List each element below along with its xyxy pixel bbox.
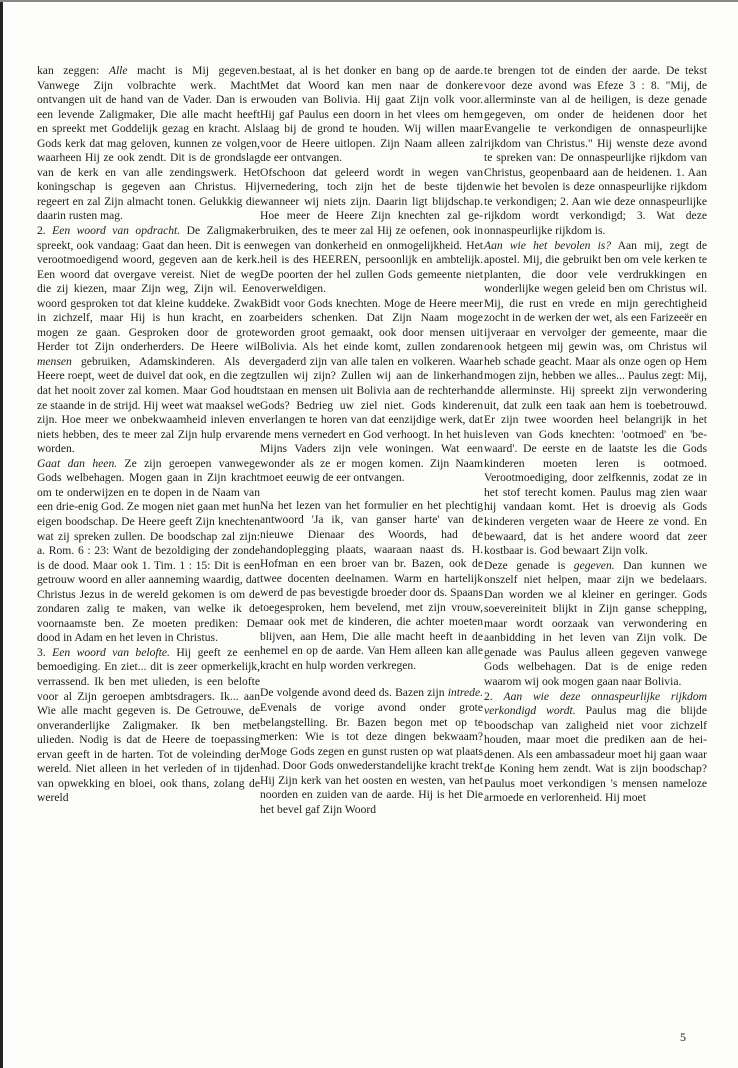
text-run: De Zaligmaker spreekt, ook vandaag: Gaat dan heen. Dit is een verootmoedigend woord, gegeven aan de kerk. Een woord dat overgave vereist. Niet de weg die zij kiezen, maar Zijn weg, Zijn wil. Een woord gesproken tot dat kleine kuddeke. Zwak in zichzelf, maar Hij is hun kracht, en zo mogen ze gaan. Gesproken door de grote Herder tot Zijn onderherders. De Heere wil bbox=[37, 224, 261, 354]
text-run: Dan kunnen we onszelf niet helpen, maar zijn we bedelaars. Dan worden we al kleiner en geringer. Gods soevereiniteit blijkt in Zijn ganse schepping, maar wordt oorzaak van verwondering en aanbidding in het leven van Zijn volk. De genade was Paulus alleen gegeven vanwege Gods welbehagen. Dat is de enige reden waarom wij ook mogen gaan naar Bolivia. bbox=[484, 558, 707, 688]
paragraph bbox=[37, 646, 260, 806]
text-column-2 bbox=[260, 64, 483, 817]
paragraph bbox=[260, 686, 483, 817]
text-run: te brengen tot de einden der aarde. De tekst voor deze avond was Efeze 3 : 8. "Mij, de allerminste van al de heiligen, is deze genade gegeven, om onder de heidenen door het Evangelie te verkondigen de onnaspeurlijke rijkdom van Christus." Hij wenste deze avond te spreken van: De onnaspeurlijke rijkdom van Christus, geopenbaard aan de heidenen. 1. Aan wie het bevolen is deze onnaspeurlijke rijkdom te verkondigen; 2. Aan wie deze onnaspeurlijke rijkdom wordt verkondigd; 3. Wat deze onnaspeurlijke rijkdom is. bbox=[484, 64, 707, 238]
italic-run: Een woord van belofte. bbox=[52, 645, 170, 659]
text-run: macht is Mij gegeven. Vanwege Zijn volbrachte werk. Macht ontvangen uit de hand van de Vader. Dan is er een levende Zaligmaker, Die alle macht heeft en spreekt met Goddelijk gezag en kracht. Als Gods kerk dat mag geloven, kunnen ze volgen, waarheen Hij ze ook zendt. Dit is de grondslag van de kerk en van alle zendingswerk. Het koningschap is gegeven aan Christus. Hij regeert en zal Zijn almacht tonen. Gelukkig die daarin rusten mag. bbox=[37, 64, 260, 223]
text-run: kan zeggen: bbox=[37, 64, 109, 77]
text-run: Deze genade is bbox=[484, 558, 574, 572]
text-run: Hij geeft ze een bemoediging. En ziet... dit is zeer opmerkelijk, verrassend. Ik ben met ulieden, is een belofte voor al Zijn geroepen ambtsdragers. Ik... aan Wie alle macht gegeven is. De Getrouwe, de onveranderlijke Zaligmaker. Ik ben met ulieden. Nodig is dat de Heere de toepassing ervan geeft in de harten. Tot de voleinding der wereld. Niet alleen in het verleden of in tijden van opwekking en bloei, ook thans, zolang de wereld bbox=[37, 645, 260, 805]
page-edge-shadow bbox=[0, 0, 3, 1068]
text-run: 2. bbox=[37, 224, 53, 238]
text-run: Bidt voor Gods knechten. Moge de Heere meer arbeiders schenken. Dat Zijn Naam moge worden groot gemaakt, ook door mensen uit Bolivia. Als het einde komt, zullen zondaren vergaderd zijn van alle talen en volkeren. Waar zullen wij zijn? Zullen wij aan de linkerhand staan en mensen uit Bolivia aan de rechterhand Gods? Bedrieg uw ziel niet. Gods kinderen verlangen te horen van dat eenzijdige werk, dat de mens vernedert en God verhoogt. In het huis Mijns Vaders zijn vele woningen. Wat een wonder als ze er mogen komen. Zijn Naam moet eeuwig de eer ontvangen. bbox=[260, 296, 483, 485]
text-run: Na het lezen van het formulier en het plechtig antwoord 'Ja ik, van ganser harte' van de nieuwe Dienaar des Woords, had de handoplegging plaats, waaraan naast ds. H. Hofman en een broer van br. Bazen, ook de twee docenten deelnamen. Warm en hartelijk werd de pas bevestigde broeder door ds. Spaans toegesproken, hem bevelend, met zijn vrouw, maar ook met de kinderen, die achter moeten blijven, aan Hem, Die alle macht heeft in de hemel en op de aarde. Van Hem alleen kan alle kracht en hulp worden verkregen. bbox=[260, 498, 483, 672]
italic-run: intrede. bbox=[447, 686, 483, 700]
paragraph bbox=[260, 166, 483, 297]
text-run: De volgende avond deed ds. Bazen zijn bbox=[260, 686, 448, 700]
italic-run: Alle bbox=[108, 64, 128, 77]
text-run: gebruiken, Adamskinderen. Als de Heere roept, weet de duivel dat ook, en die zegt dat het nooit zover zal komen. Maar God houdt ze staande in de strijd. Hij weet wat maaksel we zijn. Hoe meer we onbekwaamheid inleven en niets hebben, des te meer zal Zijn hulp ervaren worden. bbox=[37, 354, 260, 456]
paragraph bbox=[37, 224, 260, 457]
italic-run: Gaat dan heen. bbox=[37, 456, 118, 470]
text-run: Ofschoon dat geleerd wordt in wegen van vernedering, toch zijn het de beste tijden wanneer wij niets zijn. Daarin ligt blijdschap. Hoe meer de Heere Zijn knechten zal gebruiken, des te meer zal Hij ze oefenen, ook in wegen van donkerheid en onmogelijkheid. Het heil is des HEEREN, persoonlijk en ambtelijk. De poorten der hel zullen Gods gemeente niet overweldigen. bbox=[260, 165, 483, 296]
paragraph bbox=[484, 559, 707, 690]
paragraph bbox=[37, 457, 260, 646]
page-top-edge bbox=[0, 0, 738, 2]
italic-run: Aan wie deze onnaspeurlijke rijkdom verkondigd wordt. bbox=[484, 689, 707, 718]
text-column-3 bbox=[484, 64, 707, 806]
text-run: Evenals de vorige avond onder grote belangstelling. Br. Bazen begon met op te merken: Wie is tot deze dingen bekwaam? Moge Gods zegen en gunst rusten op wat plaats had. Door Gods onwederstandelijke kracht trekt Hij Zijn kerk van het oosten en westen, van het noorden en zuiden van de aarde. Hij is het Die het bevel gaf Zijn Woord bbox=[260, 700, 483, 816]
paragraph bbox=[260, 64, 483, 166]
text-run: 2. bbox=[484, 689, 504, 703]
italic-run: gegeven. bbox=[573, 558, 615, 572]
page-number: 5 bbox=[680, 1030, 686, 1044]
paragraph bbox=[260, 297, 483, 486]
text-column-1 bbox=[37, 64, 260, 806]
text-run: 3. bbox=[37, 645, 53, 659]
italic-run: Een woord van opdracht. bbox=[52, 224, 181, 238]
paragraph bbox=[484, 690, 707, 806]
text-run: bestaat, al is het donker en bang op de aarde. Met dat Woord kan men naar de donkere wouden van Bolivia. Hij gaat Zijn volk voor. Hij gaf Paulus een doorn in het vlees om hem laag bij de grond te houden. Wij willen maar voor de Heere uitlopen. Zijn Naam alleen zal de eer ontvangen. bbox=[260, 64, 483, 165]
text-run: Aan mij, zegt de apostel. Mij, die gebruikt ben om vele kerken te planten, die door vele verdrukkingen en wonderlijke wegen geleid ben om Christus wil. Mij, die rust en vrede en mijn gerechtigheid zocht in de werken der wet, als een Farizeeër en ijveraar en vervolger der gemeente, maar die ook hetgeen mij gewin was, om Christus wil heb schade geacht. Maar als onze ogen op Hem mogen zijn, hebben we alles... Paulus zegt: Mij, de allerminste. Hij spreekt zijn verwondering uit, dat zulk een taak aan hem is toebetrouwd. Er zijn twee woorden heel belangrijk in het leven van Gods knechten: 'ootmoed' en 'bewaard'. De eerste en de laatste les die Gods kinderen moeten leren is ootmoed. Verootmoediging, door zelfkennis, zodat ze in het stof terecht komen. Paulus mag zien waar hij vandaan komt. Het is droevig als Gods kinderen vergeten waar de Heere ze vond. En bewaard, dat is het andere woord dat zeer kostbaar is. God bewaart Zijn volk. bbox=[484, 238, 707, 558]
paragraph bbox=[260, 499, 483, 674]
paragraph bbox=[484, 64, 707, 239]
paragraph bbox=[484, 239, 707, 559]
paragraph bbox=[37, 64, 260, 224]
italic-run: Aan wie het bevolen is? bbox=[484, 238, 612, 252]
text-run: Paulus mag die blijde boodschap van zaligheid niet voor zichzelf houden, maar moet die prediken aan de heidenen. Als een ambassadeur moet hij gaan waar de Koning hem zendt. Wat is zijn boodschap? Paulus moet verkondigen 's mensen nameloze armoede en verlorenheid. Hij moet bbox=[484, 704, 707, 805]
italic-run: mensen bbox=[37, 354, 72, 368]
text-run: Ze zijn geroepen vanwege Gods welbehagen. Mogen gaan in Zijn kracht om te onderwijzen en te dopen in de Naam van een drie-enig God. Ze mogen niet gaan met hun eigen boodschap. De Heere geeft Zijn knechten wat zij spreken zullen. De boodschap zal zijn: a. Rom. 6 : 23: Want de bezoldiging der zonde is de dood. Maar ook 1. Tim. 1 : 15: Dit is een getrouw woord en aller aanneming waardig, dat Christus Jezus in de wereld gekomen is om de zondaren zalig te maken, van welke ik de voornaamste ben. Ze moeten prediken: De dood in Adam en het leven in Christus. bbox=[37, 456, 260, 645]
